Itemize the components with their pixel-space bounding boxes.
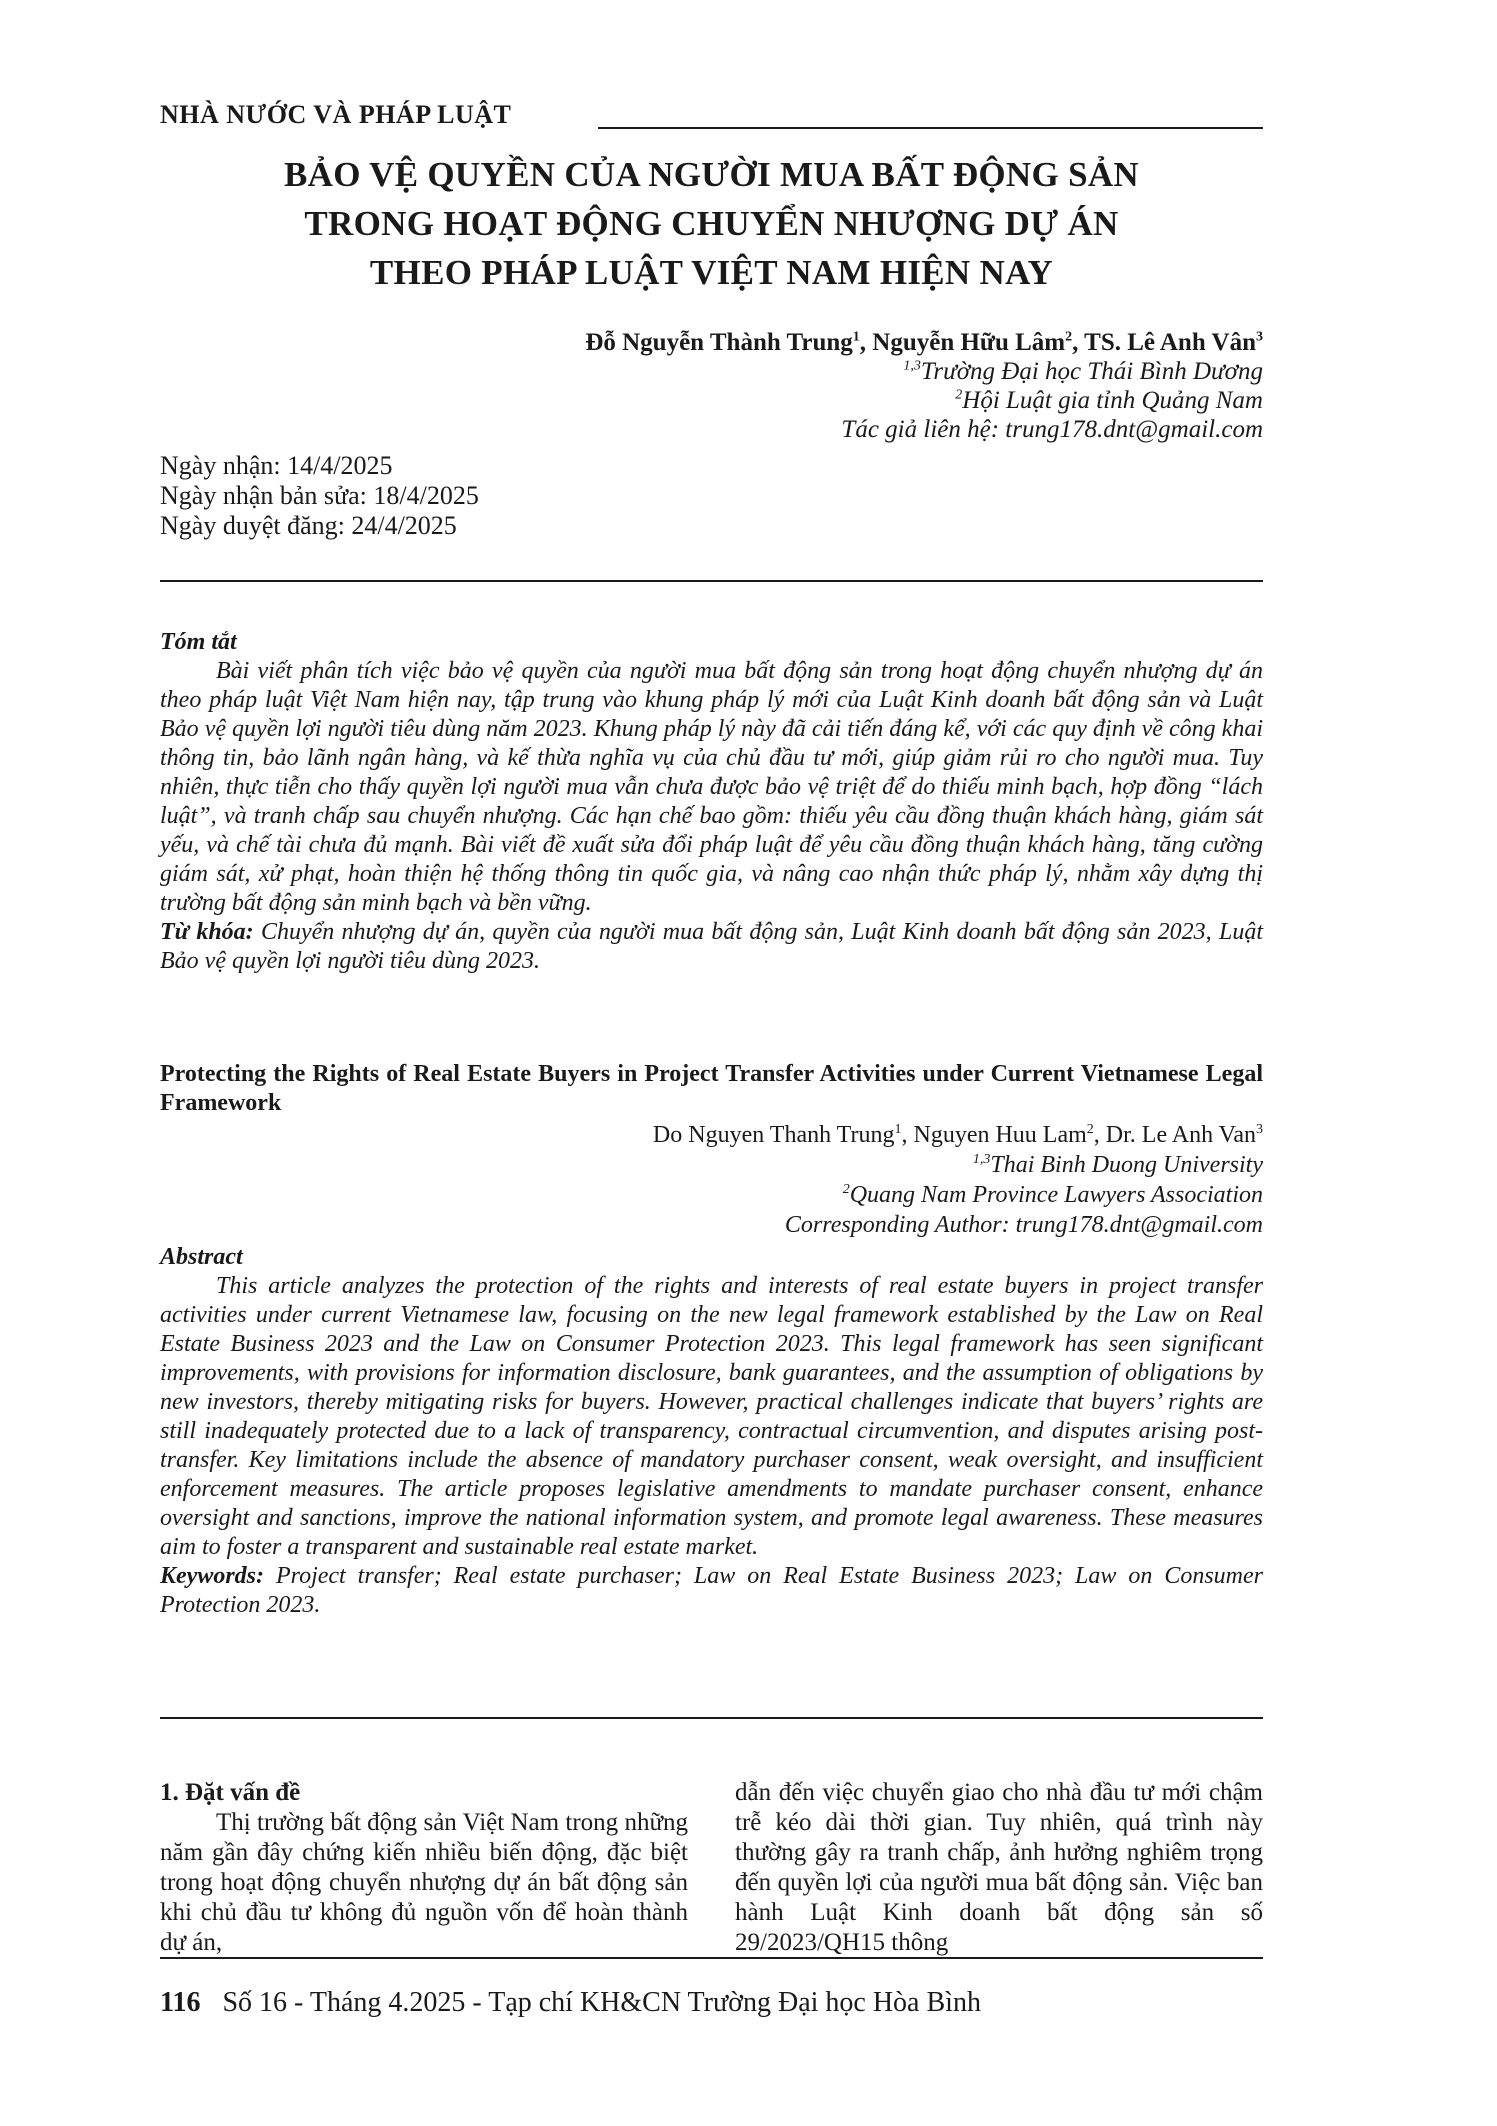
divider-middle [160, 1717, 1263, 1719]
author-1-sup-en: 1 [894, 1122, 902, 1137]
author-3-name: TS. Lê Anh Vân [1084, 329, 1256, 356]
abstract-body: This article analyzes the protection of the rights and interests of real estate buyers in project transfer activities under current Vietnamese law, focusing on the new legal framework established by the Law on Real Estate Business 2023 and the Law on Consumer Protection 2023. This legal framework has seen significant improvements, with provisions for information disclosure, bank guarantees, and the assumption of obligations by new investors, thereby mitigating risks for buyers. However, practical challenges indicate that buyers’ rights are still inadequately protected due to a lack of transparency, contractual circumvention, and disputes arising post-transfer. Key limitations include the absence of mandatory purchaser consent, weak oversight, and insufficient enforcement measures. The article proposes legislative amendments to mandate purchaser consent, enhance oversight and sanctions, improve the national information system, and promote legal awareness. These measures aim to foster a transparent and sustainable real estate market. [160, 1273, 1263, 1560]
keywords-en-text: Project transfer; Real estate purchaser; Law on Real Estate Business 2023; Law on Consumer Protection 2023. [160, 1563, 1263, 1618]
page-number: 116 [160, 1987, 201, 2018]
date-revised: Ngày nhận bản sửa: 18/4/2025 [160, 481, 479, 510]
body-column-left [160, 1778, 688, 1958]
affiliation-2-sup: 2 [955, 387, 963, 403]
author-3-sup-en: 3 [1256, 1122, 1263, 1137]
author-separator: , [1072, 329, 1085, 356]
affiliation-1-sup-en: 1,3 [972, 1152, 991, 1167]
author-1-name-en: Do Nguyen Thanh Trung [652, 1122, 895, 1148]
keywords-en [160, 1562, 1263, 1620]
author-3-name-en: Dr. Le Anh Van [1105, 1122, 1256, 1148]
contact-vn: Tác giả liên hệ: trung178.dnt@gmail.com [841, 416, 1263, 443]
authors-vn-block [160, 328, 1263, 444]
journal-info: Số 16 - Tháng 4.2025 - Tạp chí KH&CN Trường Đại học Hòa Bình [222, 1987, 981, 2018]
affiliation-2-text-en: Quang Nam Province Lawyers Association [849, 1182, 1263, 1208]
author-2-name-en: Nguyen Huu Lam [913, 1122, 1087, 1148]
affiliation-2-en [160, 1180, 1263, 1210]
abstract-heading: Abstract [160, 1244, 243, 1270]
affiliation-2-sup-en: 2 [842, 1182, 850, 1197]
divider-top [160, 580, 1263, 582]
date-received: Ngày nhận: 14/4/2025 [160, 451, 393, 480]
author-2-sup-en: 2 [1086, 1122, 1094, 1137]
divider-footer [160, 1957, 1263, 1959]
author-separator-en: , [1093, 1122, 1106, 1148]
body-column-right [735, 1778, 1263, 1958]
author-separator: , [859, 329, 873, 356]
authors-en-block [160, 1120, 1263, 1240]
author-2-sup: 2 [1065, 329, 1073, 345]
body-paragraph-left: Thị trường bất động sản Việt Nam trong những năm gần đây chứng kiến nhiều biến động, đặc biệt trong hoạt động chuyển nhượng dự án bất động sản khi chủ đầu tư không đủ nguồn vốn để hoàn thành dự án, [160, 1809, 688, 1956]
title-line-1: BẢO VỆ QUYỀN CỦA NGƯỜI MUA BẤT ĐỘNG SẢN [283, 155, 1140, 194]
author-names-vn [160, 328, 1263, 357]
affiliation-1-text-en: Thai Binh Duong University [990, 1152, 1263, 1178]
title-line-2: TRONG HOẠT ĐỘNG CHUYỂN NHƯỢNG DỰ ÁN [304, 204, 1119, 243]
english-title: Protecting the Rights of Real Estate Buyers in Project Transfer Activities under Current Vietnamese Legal Framework [160, 1061, 1263, 1116]
summary-vn [160, 628, 1263, 976]
body-paragraph-right: dẫn đến việc chuyển giao cho nhà đầu tư mới chậm trễ kéo dài thời gian. Tuy nhiên, quá trình này thường gây ra tranh chấp, ảnh hưởng nghiêm trọng đến quyền lợi của người mua bất động sản. Việc ban hành Luật Kinh doanh bất động sản số 29/2023/QH15 thông [735, 1779, 1263, 1956]
section-heading: 1. Đặt vấn đề [160, 1779, 301, 1806]
author-1-name: Đỗ Nguyễn Thành Trung [585, 329, 853, 356]
dates-block [160, 451, 479, 541]
abstract-en [160, 1243, 1263, 1620]
author-2-name: Nguyễn Hữu Lâm [872, 329, 1066, 356]
article-title [160, 150, 1263, 297]
section-header: NHÀ NƯỚC VÀ PHÁP LUẬT [160, 100, 512, 129]
contact-en: Corresponding Author: trung178.dnt@gmail.com [784, 1212, 1263, 1238]
affiliation-1-text: Trường Đại học Thái Bình Dương [920, 358, 1263, 385]
keywords-vn [160, 918, 1263, 976]
summary-heading: Tóm tắt [160, 629, 237, 655]
keywords-en-label: Keywords: [160, 1563, 264, 1589]
affiliation-2-vn [160, 386, 1263, 415]
affiliation-1-vn [160, 357, 1263, 386]
affiliation-2-text: Hội Luật gia tỉnh Quảng Nam [962, 387, 1263, 414]
page-footer [160, 1987, 981, 2019]
header-rule [598, 127, 1263, 129]
summary-body: Bài viết phân tích việc bảo vệ quyền của người mua bất động sản trong hoạt động chuyển nhượng dự án theo pháp luật Việt Nam hiện nay, tập trung vào khung pháp lý mới của Luật Kinh doanh bất động sản và Luật Bảo vệ quyền lợi người tiêu dùng năm 2023. Khung pháp lý này đã cải tiến đáng kể, với các quy định về công khai thông tin, bảo lãnh ngân hàng, và kế thừa nghĩa vụ của chủ đầu tư mới, giúp giảm rủi ro cho người mua. Tuy nhiên, thực tiễn cho thấy quyền lợi người mua vẫn chưa được bảo vệ triệt để do thiếu minh bạch, hợp đồng “lách luật”, và tranh chấp sau chuyển nhượng. Các hạn chế bao gồm: thiếu yêu cầu đồng thuận khách hàng, giám sát yếu, và chế tài chưa đủ mạnh. Bài viết đề xuất sửa đổi pháp luật để yêu cầu đồng thuận khách hàng, tăng cường giám sát, xử phạt, hoàn thiện hệ thống thông tin quốc gia, và nâng cao nhận thức pháp lý, nhằm xây dựng thị trường bất động sản minh bạch và bền vững. [160, 658, 1263, 916]
affiliation-1-sup: 1,3 [903, 358, 921, 374]
keywords-vn-label: Từ khóa: [160, 919, 254, 945]
title-line-3: THEO PHÁP LUẬT VIỆT NAM HIỆN NAY [369, 253, 1054, 292]
author-names-en [160, 1120, 1263, 1150]
affiliation-1-en [160, 1150, 1263, 1180]
author-3-sup: 3 [1256, 329, 1263, 345]
author-1-sup: 1 [852, 329, 860, 345]
keywords-vn-text: Chuyển nhượng dự án, quyền của người mua bất động sản, Luật Kinh doanh bất động sản 2023, Luật Bảo vệ quyền lợi người tiêu dùng 2023. [160, 919, 1263, 974]
date-accepted: Ngày duyệt đăng: 24/4/2025 [160, 511, 457, 540]
author-separator-en: , [901, 1122, 914, 1148]
